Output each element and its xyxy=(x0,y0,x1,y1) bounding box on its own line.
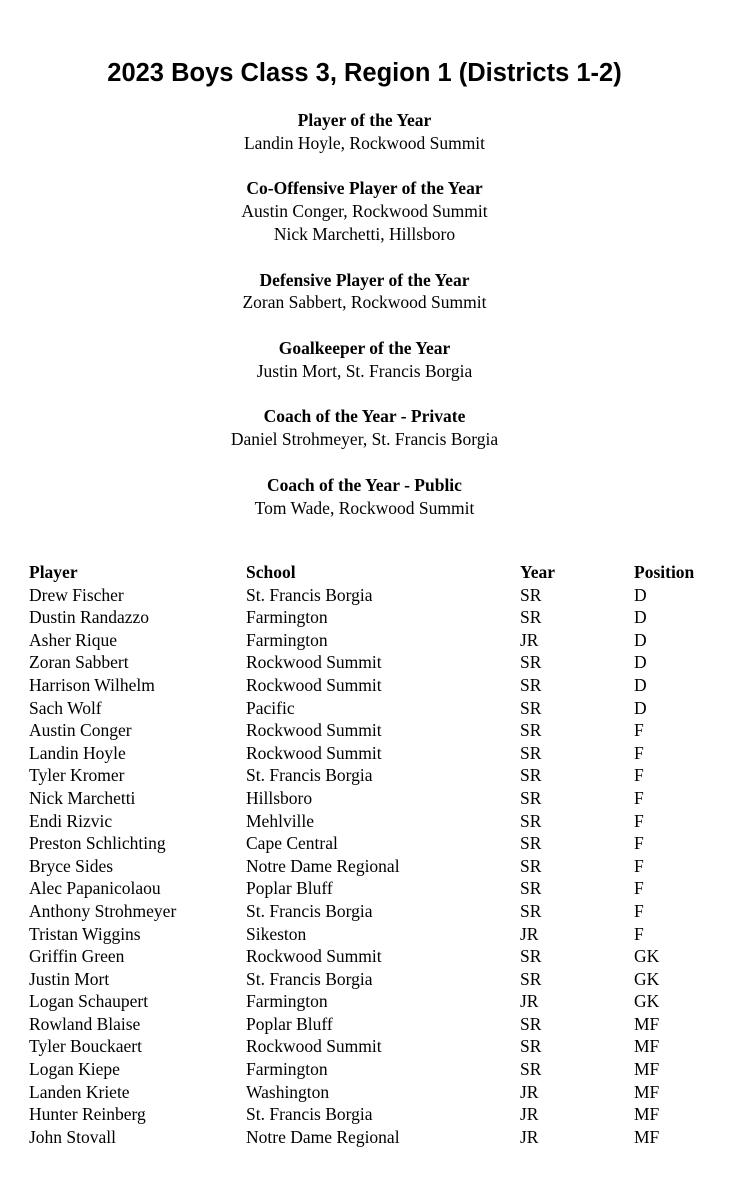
cell-player: Griffin Green xyxy=(29,946,125,967)
table-row xyxy=(29,697,714,720)
award-block xyxy=(0,337,729,383)
cell-school: Poplar Bluff xyxy=(246,1013,333,1034)
table-row xyxy=(29,832,714,855)
cell-player: Harrison Wilhelm xyxy=(29,674,155,695)
table-row xyxy=(29,1126,714,1149)
cell-school: Farmington xyxy=(246,629,328,650)
cell-year: JR xyxy=(520,923,539,944)
cell-school: Farmington xyxy=(246,607,328,628)
award-block xyxy=(0,405,729,451)
cell-year: SR xyxy=(520,1036,542,1057)
cell-school: Rockwood Summit xyxy=(246,674,382,695)
cell-player: Anthony Strohmeyer xyxy=(29,900,177,921)
cell-position: MF xyxy=(634,1126,660,1147)
table-row xyxy=(29,651,714,674)
table-row xyxy=(29,968,714,991)
award-winner: Zoran Sabbert, Rockwood Summit xyxy=(242,292,487,313)
award-winner: Daniel Strohmeyer, St. Francis Borgia xyxy=(230,429,499,450)
cell-player: Tyler Bouckaert xyxy=(29,1036,142,1057)
cell-player: Alec Papanicolaou xyxy=(29,878,161,899)
cell-position: D xyxy=(634,607,647,628)
cell-position: D xyxy=(634,674,647,695)
table-row xyxy=(29,629,714,652)
cell-year: SR xyxy=(520,742,542,763)
table-row xyxy=(29,1013,714,1036)
table-row xyxy=(29,1103,714,1126)
awards-section xyxy=(0,109,729,542)
award-title: Goalkeeper of the Year xyxy=(278,337,451,358)
table-header-row xyxy=(29,561,714,584)
cell-year: SR xyxy=(520,810,542,831)
cell-player: John Stovall xyxy=(29,1126,117,1147)
cell-position: F xyxy=(634,878,644,899)
award-winner: Austin Conger, Rockwood Summit xyxy=(241,201,488,222)
cell-position: F xyxy=(634,900,644,921)
table-row xyxy=(29,1035,714,1058)
cell-position: F xyxy=(634,855,644,876)
cell-position: F xyxy=(634,810,644,831)
table-row xyxy=(29,584,714,607)
cell-year: JR xyxy=(520,629,539,650)
award-block xyxy=(0,109,729,155)
table-row xyxy=(29,719,714,742)
table-row xyxy=(29,923,714,946)
cell-player: Tyler Kromer xyxy=(29,765,125,786)
cell-position: F xyxy=(634,787,644,808)
cell-year: JR xyxy=(520,1081,539,1102)
cell-position: D xyxy=(634,629,647,650)
table-row xyxy=(29,877,714,900)
cell-position: D xyxy=(634,697,647,718)
cell-player: Tristan Wiggins xyxy=(29,923,141,944)
cell-school: Sikeston xyxy=(246,923,307,944)
cell-position: D xyxy=(634,584,647,605)
table-row xyxy=(29,855,714,878)
cell-year: SR xyxy=(520,652,542,673)
cell-year: SR xyxy=(520,720,542,741)
cell-year: SR xyxy=(520,1013,542,1034)
cell-school: Pacific xyxy=(246,697,295,718)
cell-player: Dustin Randazzo xyxy=(29,607,150,628)
table-row xyxy=(29,606,714,629)
table-row xyxy=(29,990,714,1013)
cell-school: Notre Dame Regional xyxy=(246,855,400,876)
cell-player: Rowland Blaise xyxy=(29,1013,141,1034)
all-region-table xyxy=(29,561,714,1148)
table-row xyxy=(29,787,714,810)
cell-position: MF xyxy=(634,1104,660,1125)
cell-school: Poplar Bluff xyxy=(246,878,333,899)
cell-position: MF xyxy=(634,1036,660,1057)
table-row xyxy=(29,900,714,923)
cell-school: Rockwood Summit xyxy=(246,742,382,763)
cell-position: MF xyxy=(634,1081,660,1102)
cell-school: Hillsboro xyxy=(246,787,313,808)
award-block xyxy=(0,474,729,520)
cell-player: Endi Rizvic xyxy=(29,810,113,831)
cell-position: F xyxy=(634,742,644,763)
cell-school: St. Francis Borgia xyxy=(246,584,373,605)
table-row xyxy=(29,1081,714,1104)
cell-player: Zoran Sabbert xyxy=(29,652,129,673)
cell-school: Washington xyxy=(246,1081,330,1102)
table-row xyxy=(29,742,714,765)
cell-school: St. Francis Borgia xyxy=(246,968,373,989)
cell-school: Rockwood Summit xyxy=(246,720,382,741)
cell-school: Farmington xyxy=(246,991,328,1012)
cell-player: Austin Conger xyxy=(29,720,132,741)
cell-player: Asher Rique xyxy=(29,629,117,650)
table-row xyxy=(29,810,714,833)
award-title: Player of the Year xyxy=(297,110,432,130)
award-title: Coach of the Year - Public xyxy=(267,474,462,495)
cell-year: SR xyxy=(520,946,542,967)
cell-school: Farmington xyxy=(246,1059,328,1080)
cell-year: SR xyxy=(520,765,542,786)
cell-position: F xyxy=(634,833,644,854)
cell-school: Rockwood Summit xyxy=(246,1036,382,1057)
cell-year: JR xyxy=(520,1104,539,1125)
award-winner: Tom Wade, Rockwood Summit xyxy=(254,497,475,518)
cell-school: St. Francis Borgia xyxy=(246,1104,373,1125)
cell-year: SR xyxy=(520,787,542,808)
cell-position: F xyxy=(634,923,644,944)
cell-year: SR xyxy=(520,855,542,876)
cell-year: SR xyxy=(520,607,542,628)
cell-position: F xyxy=(634,720,644,741)
cell-year: SR xyxy=(520,584,542,605)
cell-school: Notre Dame Regional xyxy=(246,1126,400,1147)
cell-player: Preston Schlichting xyxy=(29,833,166,854)
table-row xyxy=(29,764,714,787)
cell-year: SR xyxy=(520,674,542,695)
cell-position: MF xyxy=(634,1059,660,1080)
cell-player: Hunter Reinberg xyxy=(29,1104,146,1125)
award-title: Co-Offensive Player of the Year xyxy=(246,178,483,199)
cell-position: D xyxy=(634,652,647,673)
cell-year: JR xyxy=(520,991,539,1012)
cell-school: Cape Central xyxy=(246,833,338,854)
cell-year: SR xyxy=(520,1059,542,1080)
table-row xyxy=(29,945,714,968)
award-title: Defensive Player of the Year xyxy=(259,269,470,290)
cell-player: Landin Hoyle xyxy=(29,742,126,763)
cell-position: MF xyxy=(634,1013,660,1034)
cell-school: St. Francis Borgia xyxy=(246,900,373,921)
cell-position: GK xyxy=(634,991,660,1012)
cell-year: SR xyxy=(520,833,542,854)
table-body xyxy=(29,584,714,1149)
cell-player: Drew Fischer xyxy=(29,584,124,605)
cell-school: Mehlville xyxy=(246,810,315,831)
award-winner: Nick Marchetti, Hillsboro xyxy=(273,223,456,244)
cell-year: SR xyxy=(520,697,542,718)
cell-player: Sach Wolf xyxy=(29,697,102,718)
cell-position: GK xyxy=(634,946,660,967)
table-row xyxy=(29,1058,714,1081)
header-player: Player xyxy=(29,562,78,582)
cell-school: St. Francis Borgia xyxy=(246,765,373,786)
award-title: Coach of the Year - Private xyxy=(263,406,466,427)
award-winner: Justin Mort, St. Francis Borgia xyxy=(256,360,473,381)
page-title: 2023 Boys Class 3, Region 1 (Districts 1-2) xyxy=(107,59,622,87)
cell-player: Justin Mort xyxy=(29,968,110,989)
cell-year: SR xyxy=(520,900,542,921)
cell-year: JR xyxy=(520,1126,539,1147)
cell-year: SR xyxy=(520,878,542,899)
cell-position: GK xyxy=(634,968,660,989)
table-row xyxy=(29,674,714,697)
award-block xyxy=(0,177,729,245)
cell-player: Nick Marchetti xyxy=(29,787,136,808)
header-position: Position xyxy=(634,562,695,582)
award-winner: Landin Hoyle, Rockwood Summit xyxy=(243,132,486,153)
cell-year: SR xyxy=(520,968,542,989)
cell-position: F xyxy=(634,765,644,786)
header-school: School xyxy=(246,562,296,582)
cell-school: Rockwood Summit xyxy=(246,652,382,673)
header-year: Year xyxy=(520,562,555,582)
cell-player: Logan Schaupert xyxy=(29,991,149,1012)
cell-school: Rockwood Summit xyxy=(246,946,382,967)
cell-player: Bryce Sides xyxy=(29,855,114,876)
award-block xyxy=(0,269,729,315)
cell-player: Logan Kiepe xyxy=(29,1059,120,1080)
cell-player: Landen Kriete xyxy=(29,1081,130,1102)
